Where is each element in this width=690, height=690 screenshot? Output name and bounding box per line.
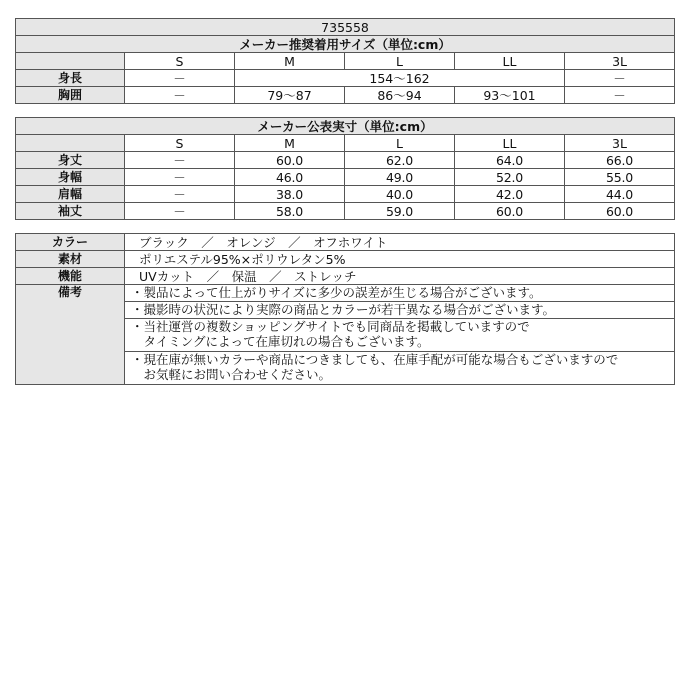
table-cell: 66.0 [565, 152, 675, 169]
table-cell: 46.0 [235, 169, 345, 186]
table-cell: － [125, 152, 235, 169]
table-row [16, 186, 675, 203]
table-cell: 60.0 [455, 203, 565, 220]
chest-3l: － [565, 87, 675, 104]
table-cell: 52.0 [455, 169, 565, 186]
recommended-size-table [15, 18, 675, 104]
row-label-chest: 胸囲 [16, 87, 125, 104]
color-value: ブラック ／ オレンジ ／ オフホワイト [125, 234, 675, 251]
note-line: ・撮影時の状況により実際の商品とカラーが若干異なる場合がございます。 [131, 302, 556, 317]
table-cell: 55.0 [565, 169, 675, 186]
row-label-body-width: 身幅 [16, 169, 125, 186]
row-label-shoulder-width: 肩幅 [16, 186, 125, 203]
size-header-ll: LL [455, 53, 565, 70]
material-label: 素材 [16, 251, 125, 268]
table-cell: 44.0 [565, 186, 675, 203]
height-range: 154～162 [235, 70, 565, 87]
table-cell: 49.0 [345, 169, 455, 186]
chest-l: 86～94 [345, 87, 455, 104]
note-line: ・製品によって仕上がりサイズに多少の誤差が生じる場合がございます。 [131, 285, 542, 300]
measured-size-table [15, 117, 675, 220]
measured-table-title: メーカー公表実寸（単位:cm） [16, 118, 675, 135]
table-cell: － [125, 186, 235, 203]
size-header-s: S [125, 135, 235, 152]
size-header-l: L [345, 135, 455, 152]
table-cell: 64.0 [455, 152, 565, 169]
row-label-height: 身長 [16, 70, 125, 87]
product-code: 735558 [16, 19, 675, 36]
size-header-3l: 3L [565, 135, 675, 152]
table-row [16, 152, 675, 169]
size-header-l: L [345, 53, 455, 70]
material-value: ポリエステル95%×ポリウレタン5% [125, 251, 675, 268]
note-item [125, 285, 675, 302]
size-header-3l: 3L [565, 53, 675, 70]
recommended-table-title: メーカー推奨着用サイズ（単位:cm） [16, 36, 675, 53]
height-s: － [125, 70, 235, 87]
table-cell: 38.0 [235, 186, 345, 203]
table-cell: 42.0 [455, 186, 565, 203]
note-item [125, 319, 675, 352]
table-cell: 59.0 [345, 203, 455, 220]
table-row [16, 203, 675, 220]
note-item [125, 352, 675, 385]
table-cell: 60.0 [235, 152, 345, 169]
note-line: ・現在庫が無いカラーや商品につきましても、在庫手配が可能な場合もございますので [131, 352, 619, 367]
size-header-m: M [235, 53, 345, 70]
row-label-sleeve-length: 袖丈 [16, 203, 125, 220]
notes-label: 備考 [16, 285, 125, 385]
height-3l: － [565, 70, 675, 87]
corner-cell [16, 135, 125, 152]
table-cell: 58.0 [235, 203, 345, 220]
note-item [125, 302, 675, 319]
note-line: お気軽にお問い合わせください。 [131, 367, 332, 382]
table-cell: 60.0 [565, 203, 675, 220]
table-cell: 62.0 [345, 152, 455, 169]
table-cell: － [125, 169, 235, 186]
chest-s: － [125, 87, 235, 104]
function-value: UVカット ／ 保温 ／ ストレッチ [125, 268, 675, 285]
table-row [16, 169, 675, 186]
size-header-ll: LL [455, 135, 565, 152]
row-label-body-length: 身丈 [16, 152, 125, 169]
size-header-m: M [235, 135, 345, 152]
color-label: カラー [16, 234, 125, 251]
corner-cell [16, 53, 125, 70]
size-header-s: S [125, 53, 235, 70]
chest-ll: 93～101 [455, 87, 565, 104]
table-cell: － [125, 203, 235, 220]
table-cell: 40.0 [345, 186, 455, 203]
chest-m: 79～87 [235, 87, 345, 104]
note-line: ・当社運営の複数ショッピングサイトでも同商品を掲載していますので [131, 319, 530, 334]
product-info-table [15, 233, 675, 385]
note-line: タイミングによって在庫切れの場合もございます。 [131, 334, 430, 349]
function-label: 機能 [16, 268, 125, 285]
